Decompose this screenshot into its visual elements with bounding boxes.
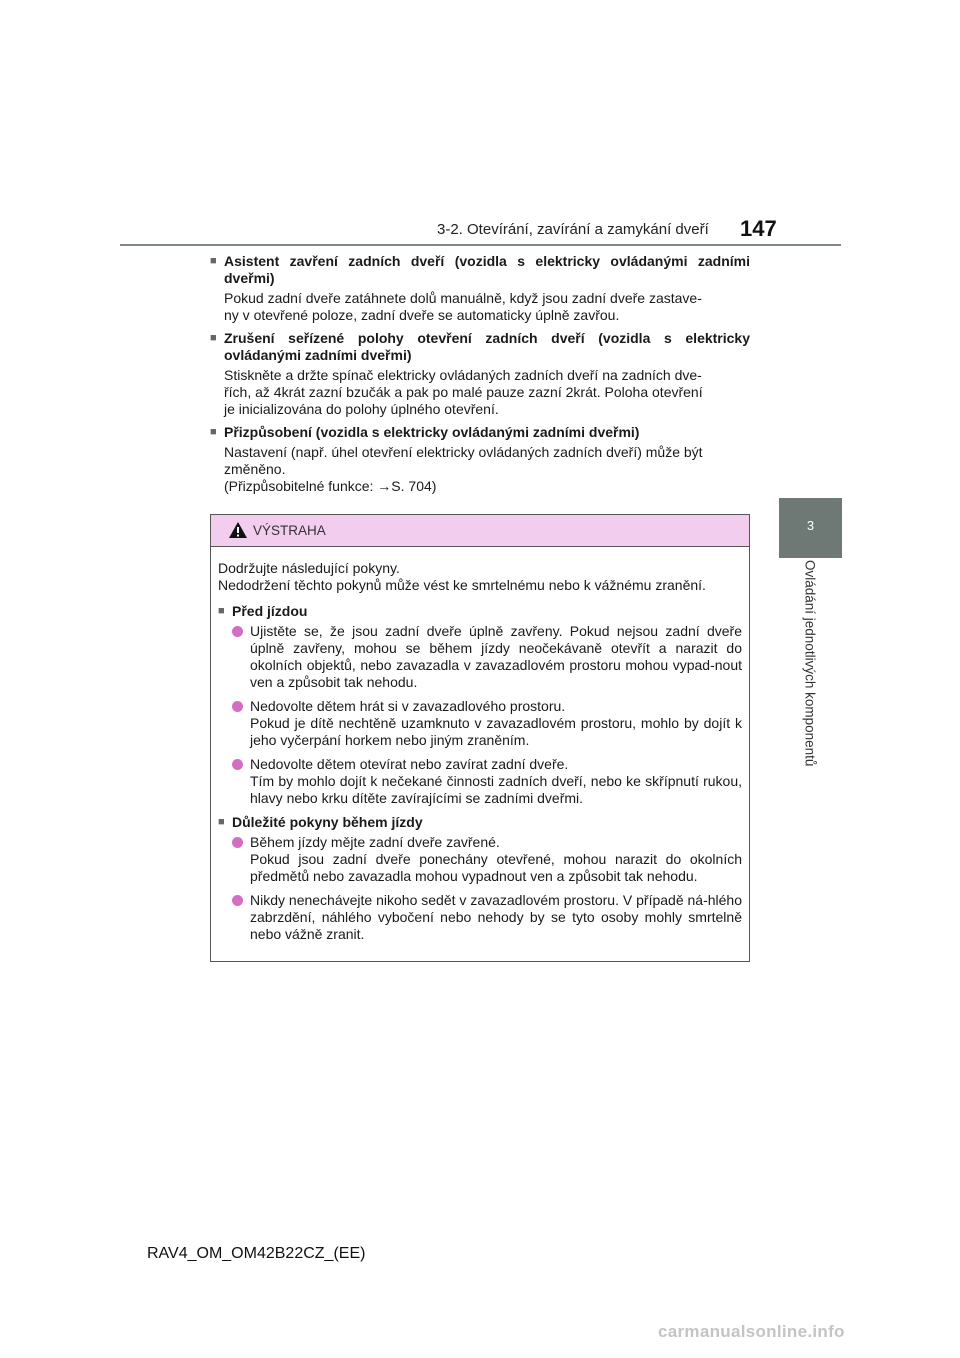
section-title: Asistent zavření zadních dveří (vozidla s elektricky ovládanými zadními dveřmi)	[224, 253, 750, 286]
square-bullet-icon: ■	[218, 605, 225, 617]
bullet-dot-icon	[232, 837, 243, 848]
warning-item: Nedovolte dětem hrát si v zavazadlového prostoru. Pokud je dítě nechtěně uzamknuto v zavazadlovém prostoru, mohlo by dojít k jeho vyčerpání horkem nebo jiným zraněním.	[218, 698, 742, 749]
warning-box	[210, 514, 750, 962]
warning-section-title: Před jízdou	[232, 603, 308, 619]
section-body: Stiskněte a držte spínač elektricky ovládaných zadních dveří na zadních dve- řích, až 4krát zazní bzučák a pak po malé pauze zazní 2krát. Poloha otevření je inicializována do polohy úplného otevření.	[224, 367, 703, 417]
chapter-tab[interactable]	[779, 498, 842, 558]
square-bullet-icon: ■	[210, 255, 217, 267]
section-zruseni	[210, 330, 750, 418]
section-body: Pokud zadní dveře zatáhnete dolů manuálně, když jsou zadní dveře zastave- ny v otevřené poloze, zadní dveře se automaticky úplně zavřou.	[224, 290, 702, 323]
warning-triangle-icon	[228, 521, 248, 544]
main-content	[210, 253, 750, 501]
warning-title: VÝSTRAHA	[253, 523, 326, 538]
watermark: carmanualsonline.info	[658, 1322, 845, 1341]
square-bullet-icon: ■	[210, 332, 217, 344]
document-code: RAV4_OM_OM42B22CZ_(EE)	[147, 1245, 366, 1262]
header-divider	[120, 244, 841, 246]
warning-item: Během jízdy mějte zadní dveře zavřené. Pokud jsou zadní dveře ponechány otevřené, mohou narazit do okolních předmětů nebo zavazadla mohou vypadnout ven a způsobit tak nehodu.	[218, 834, 742, 885]
warning-body	[211, 547, 749, 943]
square-bullet-icon: ■	[218, 816, 225, 828]
section-heading: 3-2. Otevírání, zavírání a zamykání dveří	[437, 221, 709, 238]
warning-item: Nikdy nenechávejte nikoho sedět v zavazadlovém prostoru. V případě ná-hlého zabrzdění, náhlého vybočení nebo nehody by se tyto osoby mohly smrtelně nebo vážně zranit.	[218, 892, 742, 943]
warning-section-title: Důležité pokyny během jízdy	[232, 814, 423, 830]
page-number: 147	[740, 216, 777, 241]
section-title: Přizpůsobení (vozidla s elektricky ovládanými zadními dveřmi)	[224, 424, 640, 440]
chapter-label: Ovládání jednotlivých komponentů	[802, 560, 818, 767]
warning-header	[211, 515, 749, 547]
section-prizpusobeni	[210, 424, 750, 495]
warning-intro: Dodržujte následující pokyny. Nedodržení těchto pokynů může vést ke smrtelnému nebo k vážnému zranění.	[218, 560, 706, 593]
bullet-dot-icon	[232, 895, 243, 906]
chapter-number: 3	[806, 518, 815, 533]
section-body: Nastavení (např. úhel otevření elektricky ovládaných zadních dveří) může být změněno. (Přizpůsobitelné funkce: →S. 704)	[224, 444, 703, 494]
section-asistent	[210, 253, 750, 324]
bullet-dot-icon	[232, 701, 243, 712]
square-bullet-icon: ■	[210, 426, 217, 438]
warning-item: Ujistěte se, že jsou zadní dveře úplně zavřeny. Pokud nejsou zadní dveře úplně zavřeny, mohou se během jízdy neočekávaně otevřít a narazit do okolních objektů, nebo zavazadla v zavazadlovém prostoru mohou vypad-nout ven a způsobit tak nehodu.	[218, 623, 742, 691]
warning-item: Nedovolte dětem otevírat nebo zavírat zadní dveře. Tím by mohlo dojít k nečekané činnosti zadních dveří, nebo ke skřípnutí rukou, hlavy nebo krku dítěte zavírajícími se zadními dveřmi.	[218, 756, 742, 807]
bullet-dot-icon	[232, 759, 243, 770]
bullet-dot-icon	[232, 626, 243, 637]
section-title: Zrušení seřízené polohy otevření zadních dveří (vozidla s elektricky ovládanými zadními dveřmi)	[224, 330, 750, 363]
